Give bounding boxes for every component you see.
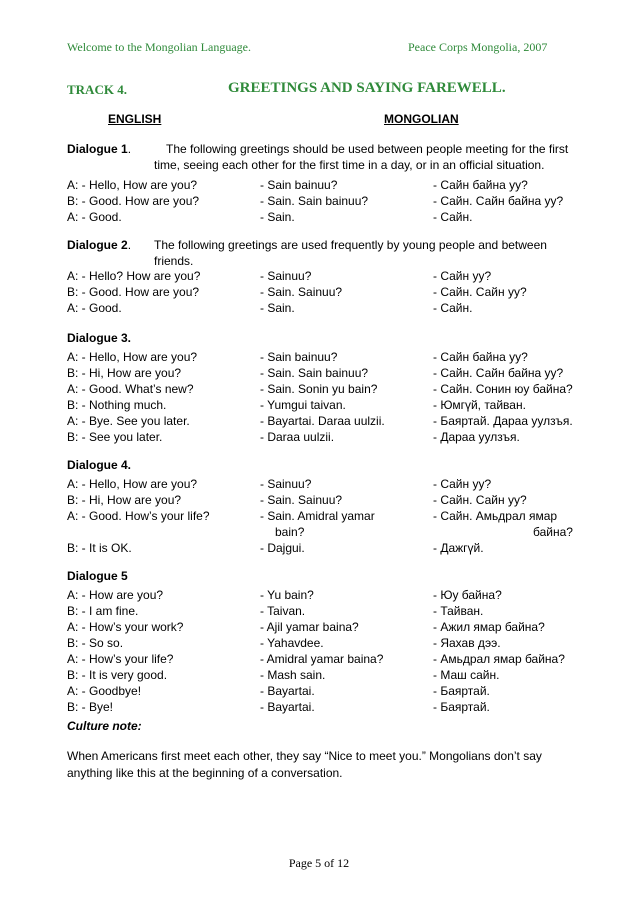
header-left: Welcome to the Mongolian Language. — [67, 40, 251, 54]
column-header-mongolian: MONGOLIAN — [384, 112, 459, 126]
culture-note-line-1: When Americans first meet each other, they say “Nice to meet you.” Mongolians don’t say — [67, 749, 542, 763]
dialogue-4-row-continuation: bain? байна? — [275, 525, 573, 539]
dialogue-5-row: B: - So so. - Yahavdee. - Яахав дээ. — [67, 636, 501, 650]
header-right: Peace Corps Mongolia, 2007 — [408, 40, 548, 54]
culture-note-line-2: anything like this at the beginning of a conversation. — [67, 766, 343, 780]
dialogue-5-row: B: - It is very good. - Mash sain. - Маш сайн. — [67, 668, 500, 682]
dialogue-2-description-line-2: friends. — [154, 254, 194, 268]
dialogue-3-row: A: - Bye. See you later. - Bayartai. Daraa uulzii. - Баяртай. Дараа уулзъя. — [67, 414, 573, 428]
track-label: TRACK 4. — [67, 82, 127, 97]
page-number: Page 5 of 12 — [288, 856, 350, 870]
dialogue-5-row: A: - How are you? - Yu bain? - Юу байна? — [67, 588, 502, 602]
dialogue-4-row: A: - Good. How’s your life? - Sain. Amidral yamar - Сайн. Амьдрал ямар — [67, 509, 558, 523]
dialogue-1-description-line-2: time, seeing each other for the first time in a day, or in an official situation. — [154, 158, 545, 172]
dialogue-2-heading: Dialogue 2. — [67, 238, 132, 252]
dialogue-3-row: B: - Hi, How are you? - Sain. Sain bainuu? - Сайн. Сайн байна уу? — [67, 366, 564, 380]
dialogue-5-row: A: - Goodbye! - Bayartai. - Баяртай. — [67, 684, 490, 698]
dialogue-1-description-line-1: The following greetings should be used between people meeting for the first — [166, 142, 569, 156]
dialogue-4-row: A: - Hello, How are you? - Sainuu? - Сайн уу? — [67, 477, 492, 491]
dialogue-1-row: A: - Hello, How are you? - Sain bainuu? - Сайн байна уу? — [67, 178, 528, 192]
column-header-english: ENGLISH — [108, 112, 162, 126]
dialogue-3-row: B: - Nothing much. - Yumgui taivan. - Юмгүй, тайван. — [67, 398, 526, 412]
dialogue-3-heading: Dialogue 3. — [67, 331, 132, 345]
dialogue-3-row: A: - Hello, How are you? - Sain bainuu? - Сайн байна уу? — [67, 350, 528, 364]
dialogue-5-row: B: - I am fine. - Taivan. - Тайван. — [67, 604, 484, 618]
dialogue-1-row: A: - Good. - Sain. - Сайн. — [67, 210, 473, 224]
dialogue-3-row: B: - See you later. - Daraa uulzii. - Дараа уулзъя. — [67, 430, 520, 444]
dialogue-5-row: A: - How’s your life? - Amidral yamar baina? - Амьдрал ямар байна? — [67, 652, 565, 666]
dialogue-2-row: A: - Good. - Sain. - Сайн. — [67, 301, 473, 315]
dialogue-5-row: B: - Bye! - Bayartai. - Баяртай. — [67, 700, 490, 714]
page-title: GREETINGS AND SAYING FAREWELL. — [228, 80, 506, 96]
culture-note-heading: Culture note: — [67, 719, 142, 733]
dialogue-5-heading: Dialogue 5 — [67, 569, 128, 583]
dialogue-4-row: B: - Hi, How are you? - Sain. Sainuu? - Сайн. Сайн уу? — [67, 493, 527, 507]
dialogue-2-row: A: - Hello? How are you? - Sainuu? - Сайн уу? — [67, 269, 492, 283]
dialogue-2-description-line-1: The following greetings are used frequently by young people and between — [154, 238, 547, 252]
dialogue-1-heading: Dialogue 1. — [67, 142, 132, 156]
dialogue-2-row: B: - Good. How are you? - Sain. Sainuu? - Сайн. Сайн уу? — [67, 285, 527, 299]
dialogue-5-row: A: - How’s your work? - Ajil yamar baina? - Ажил ямар байна? — [67, 620, 545, 634]
dialogue-1-row: B: - Good. How are you? - Sain. Sain bainuu? - Сайн. Сайн байна уу? — [67, 194, 564, 208]
dialogue-4-row: B: - It is OK. - Dajgui. - Дажгүй. — [67, 541, 484, 555]
culture-note-paragraph — [67, 748, 587, 782]
dialogue-3-row: A: - Good. What’s new? - Sain. Sonin yu bain? - Сайн. Сонин юу байна? — [67, 382, 573, 396]
dialogue-4-heading: Dialogue 4. — [67, 458, 132, 472]
